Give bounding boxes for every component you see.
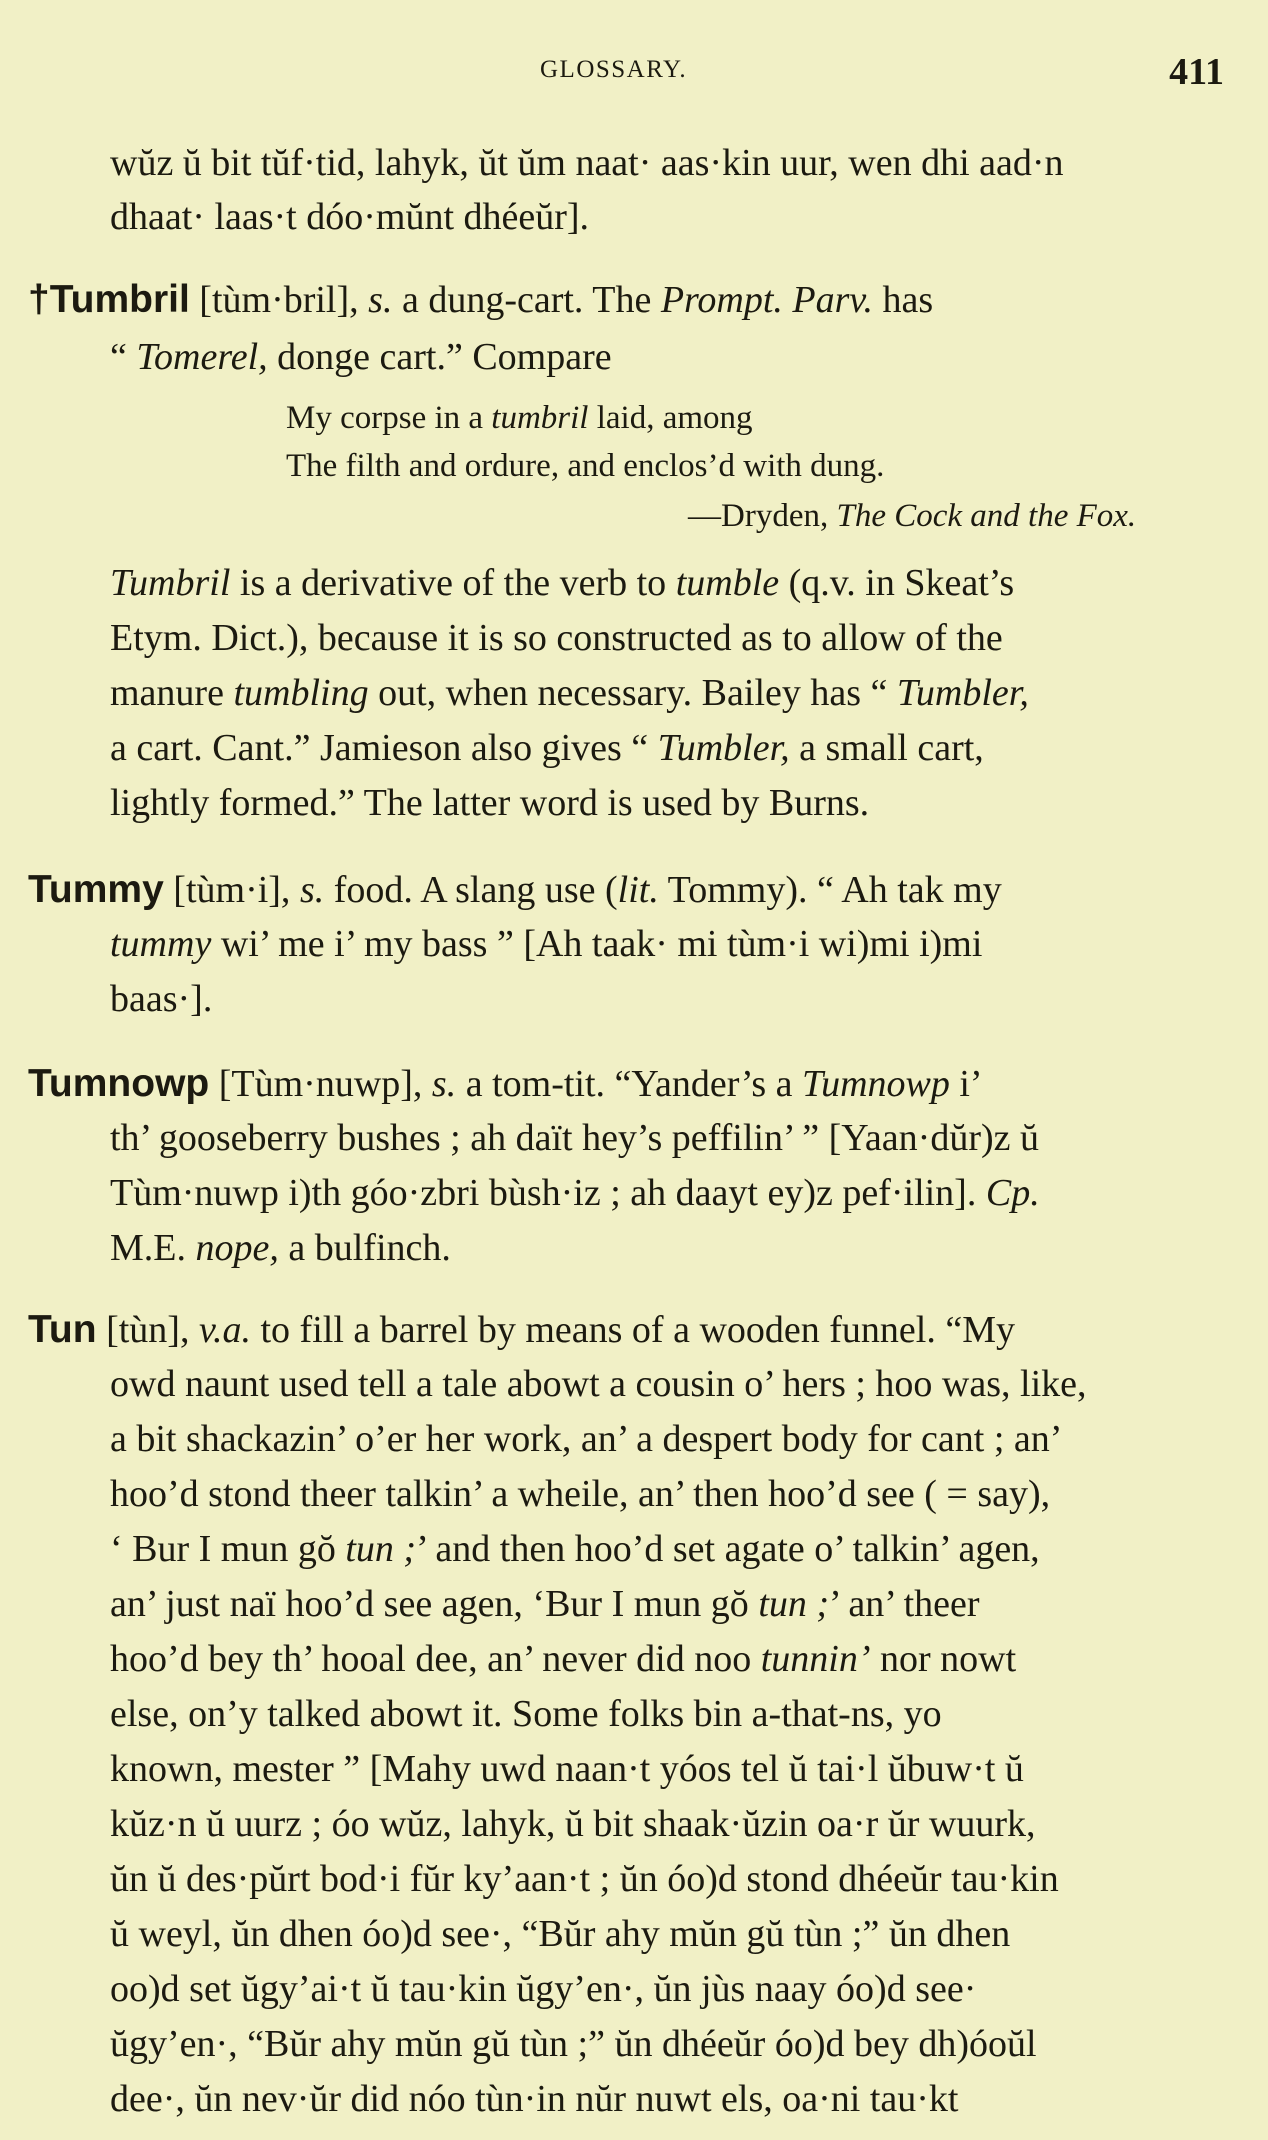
italic-word: tumbril: [491, 400, 589, 436]
entry-tumnowp-line: th’ gooseberry bushes ; ah daït hey’s peffilin’ ” [Yaan·dŭr)z ŭ: [110, 1117, 1039, 1159]
paragraph-line: lightly formed.” The latter word is used by Burns.: [110, 782, 870, 824]
intro-line: dhaat· laas·t dóo·mŭnt dhéeŭr].: [110, 196, 590, 238]
italic-word: Tumbril: [110, 562, 231, 604]
entry-tun-line: ŭgy’en·, “Bŭr ahy mŭn gŭ tùn ;” ŭn dhéeŭr óo)d bey dh)óoŭl: [110, 2023, 1037, 2065]
entry-tun-line: oo)d set ŭgy’ai·t ŭ tau·kin ŭgy’en·, ŭn jùs naay óo)d see·: [110, 1968, 977, 2010]
running-title: GLOSSARY.: [540, 56, 688, 83]
paragraph-line: Etym. Dict.), because it is so constructed as to allow of the: [110, 617, 1003, 659]
text: ‘ Bur I mun gŏ: [110, 1528, 346, 1570]
entry-tun-line: [110, 1585, 980, 1623]
definition-text: a dung-cart. The: [392, 279, 661, 321]
pronunciation: [Tùm·nuwp],: [209, 1063, 432, 1105]
entry-tun-line: else, on’y talked abowt it. Some folks bin a-that-ns, yo: [110, 1693, 942, 1735]
text: —Dryden,: [688, 498, 837, 534]
italic-word: tun ;: [345, 1528, 417, 1570]
entry-tumnowp-line: [110, 1174, 1040, 1212]
running-head: [0, 48, 1268, 98]
definition-text: has: [872, 279, 934, 321]
headword: Tumnowp: [28, 1062, 210, 1105]
headword: †Tumbril: [28, 278, 190, 321]
italic-word: tun ;: [758, 1583, 830, 1625]
text: hoo’d bey th’ hooal dee, an’ never did noo: [110, 1638, 761, 1680]
text: M.E.: [110, 1227, 196, 1269]
pronunciation: [tùn],: [96, 1309, 199, 1351]
entry-tun-line: hoo’d stond theer talkin’ a wheile, an’ then hoo’d see ( = say),: [110, 1473, 1051, 1515]
entry-tumnowp-line: [110, 1229, 451, 1267]
definition-text: to fill a barrel by means of a wooden funnel. “My: [251, 1309, 1015, 1351]
text: a cart. Cant.” Jamieson also gives “: [110, 727, 658, 769]
italic-word: Tumnowp: [802, 1063, 950, 1105]
definition-text: i’: [949, 1063, 983, 1105]
entry-tumbril-line: [110, 338, 612, 376]
paragraph-line: [110, 729, 984, 767]
text: donge cart.” Compare: [267, 336, 612, 378]
text: a small cart,: [789, 727, 984, 769]
italic-word: Cp.: [985, 1172, 1040, 1214]
entry-tummy-line: [110, 925, 982, 963]
italic-word: tunnin’: [760, 1638, 871, 1680]
text: laid, among: [588, 400, 753, 436]
part-of-speech: s.: [299, 869, 325, 911]
paragraph-line: [110, 564, 1014, 602]
italic-word: Tumbler,: [896, 672, 1029, 714]
text: (q.v. in Skeat’s: [779, 562, 1015, 604]
text: is a derivative of the verb to: [230, 562, 676, 604]
italic-word: tumble: [675, 562, 780, 604]
entry-tun-line: known, mester ” [Mahy uwd naan·t yóos tel ŭ tai·l ŭbuw·t ŭ: [110, 1748, 1024, 1790]
pronunciation: [tùm·i],: [163, 869, 300, 911]
source-title: The Cock and the Fox.: [836, 498, 1137, 534]
part-of-speech: s.: [431, 1063, 457, 1105]
definition-text: food. A slang use (: [324, 869, 618, 911]
entry-tumbril-line: [28, 280, 933, 319]
pronunciation: [tùm·bril],: [189, 279, 369, 321]
entry-tun-line: ŭ weyl, ŭn dhen óo)d see·, “Bŭr ahy mŭn gŭ tùn ;” ŭn dhen: [110, 1913, 1011, 1955]
italic-word: tumbling: [233, 672, 369, 714]
page-number: 411: [1169, 51, 1224, 93]
text: out, when necessary. Bailey has “: [368, 672, 897, 714]
entry-tummy-line: baas·].: [110, 978, 213, 1020]
entry-tun-line: kŭz·n ŭ uurz ; óo wŭz, lahyk, ŭ bit shaak·ŭzin oa·r ŭr wuurk,: [110, 1803, 1036, 1845]
text: Tùm·nuwp i)th góo·zbri bùsh·iz ; ah daayt ey)z pef·ilin].: [110, 1172, 986, 1214]
verse-quote-line: The filth and ordure, and enclos’d with dung.: [286, 448, 885, 484]
entry-tun-line: ŭn ŭ des·pŭrt bod·i fŭr ky’aan·t ; ŭn óo)d stond dhéeŭr tau·kin: [110, 1858, 1059, 1900]
entry-tumnowp-line: [28, 1064, 983, 1103]
entry-tummy-line: [28, 870, 1002, 909]
definition-text: a tom-tit. “Yander’s a: [456, 1063, 803, 1105]
italic-word: Tomerel,: [136, 336, 268, 378]
text: manure: [110, 672, 234, 714]
source-title: Prompt. Parv.: [660, 279, 873, 321]
paragraph-line: [110, 674, 1029, 712]
entry-tun-line: [110, 1640, 1016, 1678]
entry-tun-line: [28, 1310, 1015, 1349]
entry-tun-line: [110, 1530, 1040, 1568]
italic-word: lit.: [617, 869, 659, 911]
text: ’ and then hoo’d set agate o’ talkin’ agen,: [416, 1528, 1040, 1570]
text: wi’ me i’ my bass ” [Ah taak· mi tùm·i wi)mi i)mi: [211, 923, 983, 965]
text: an’ just naï hoo’d see agen, ‘Bur I mun gŏ: [110, 1583, 759, 1625]
text: nor nowt: [870, 1638, 1017, 1680]
headword: Tun: [28, 1308, 97, 1351]
quote-attribution: [688, 500, 1136, 533]
italic-word: tummy: [110, 923, 212, 965]
text: a bulfinch.: [278, 1227, 451, 1269]
entry-tun-line: a bit shackazin’ o’er her work, an’ a despert body for cant ; an’: [110, 1418, 1063, 1460]
italic-word: nope,: [195, 1227, 279, 1269]
entry-tun-line: dee·, ŭn nev·ŭr did nóo tùn·in nŭr nuwt els, oa·ni tau·kt: [110, 2078, 959, 2120]
entry-tun-line: owd naunt used tell a tale abowt a cousin o’ hers ; hoo was, like,: [110, 1363, 1087, 1405]
definition-text: Tommy). “ Ah tak my: [658, 869, 1002, 911]
part-of-speech: v.a.: [198, 1309, 251, 1351]
intro-line: wŭz ŭ bit tŭf·tid, lahyk, ŭt ŭm naat· aas·kin uur, wen dhi aad·n: [110, 142, 1064, 184]
italic-word: Tumbler,: [657, 727, 790, 769]
text: My corpse in a: [286, 400, 492, 436]
headword: Tummy: [28, 868, 164, 911]
part-of-speech: s.: [368, 279, 393, 321]
text: ’ an’ theer: [829, 1583, 980, 1625]
verse-quote-line: [286, 402, 753, 435]
text: “: [110, 336, 137, 378]
